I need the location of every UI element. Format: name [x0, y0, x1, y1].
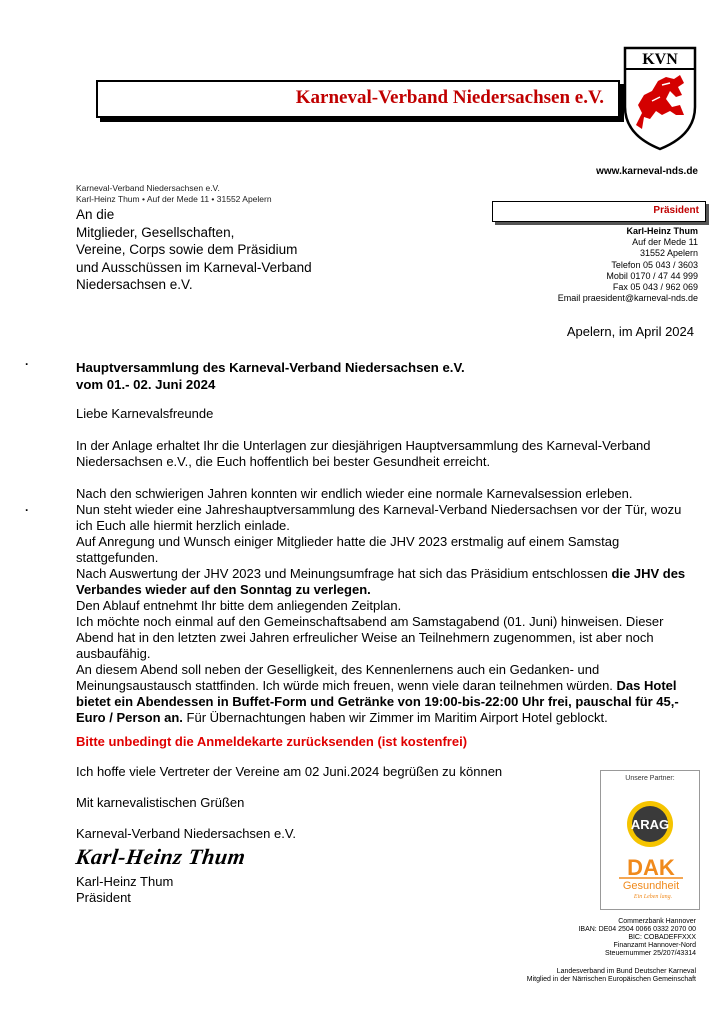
arag-text: ARAG — [630, 817, 670, 832]
contact-block — [558, 226, 698, 304]
margin-dot: · — [25, 503, 29, 517]
partner-label: Unsere Partner: — [625, 775, 675, 782]
subject-line-1: Hauptversammlung des Karneval-Verband Niedersachsen e.V. — [76, 360, 465, 375]
notice-text: Bitte unbedingt die Anmeldekarte zurücksenden (ist kostenfrei) — [76, 734, 468, 749]
partner-box — [600, 770, 700, 910]
sender-line-2: Karl-Heinz Thum • Auf der Mede 11 • 31552 Apelern — [76, 194, 272, 204]
paragraph: Nach den schwierigen Jahren konnten wir endlich wieder eine normale Karnevalsession erleben. — [76, 486, 633, 501]
paragraph-text: Für Übernachtungen haben wir Zimmer im Maritim Airport Hotel geblockt. — [182, 710, 608, 725]
paragraph-text: An diesem Abend soll neben der Geselligkeit, des Kennenlernens auch ein Gedanken- und Meinungsaustausch stattfinden. Ich würde mich freuen, wenn viele daran teilnehmen würden. — [76, 662, 617, 693]
paragraph: Den Ablauf entnehmt Ihr bitte dem anliegenden Zeitplan. — [76, 598, 402, 613]
role-label: Präsident — [653, 205, 699, 216]
contact-phone: Telefon 05 043 / 3603 — [611, 259, 698, 270]
recipient-line: An die — [76, 207, 115, 222]
paragraph: Ich möchte noch einmal auf den Gemeinschaftsabend am Samstagabend (01. Juni) hinweisen. Dieser Abend hat in den letzten zwei Jahren erfreulicher Weise an Teilnehmern zugenommen, ist aber noch ausbaufähig. — [76, 614, 664, 661]
recipient-address — [76, 206, 312, 294]
subject — [76, 359, 465, 393]
greeting: Liebe Karnevalsfreunde — [76, 406, 214, 421]
signature: Karl-Heinz Thum — [74, 844, 248, 869]
footer-line: Commerzbank Hannover — [618, 918, 696, 925]
paragraph: Nun steht wieder eine Jahreshauptversammlung des Karneval-Verband Niedersachsen vor der Tür, wozu ich Euch alle hiermit herzlich einlade. — [76, 502, 682, 533]
signer-name: Karl-Heinz Thum — [76, 874, 174, 889]
recipient-line: Niedersachsen e.V. — [76, 277, 193, 292]
subject-line-2: vom 01.- 02. Juni 2024 — [76, 377, 216, 392]
paragraph-text: Nach Auswertung der JHV 2023 und Meinungsumfrage hat sich das Präsidium entschlossen — [76, 566, 612, 581]
footer-line: Mitglied in der Närrischen Europäischen Gemeinschaft — [526, 976, 696, 983]
arag-logo — [624, 799, 676, 849]
contact-street: Auf der Mede 11 — [632, 237, 698, 248]
letter-date: Apelern, im April 2024 — [566, 324, 694, 339]
contact-city: 31552 Apelern — [639, 248, 698, 259]
signer-role: Präsident — [76, 890, 131, 905]
footer-verband — [527, 968, 696, 984]
paragraph-emphasis: Das Hotel bietet ein Abendessen in Buffet-Form und Getränke von 19:00-bis-22:00 Uhr frei, pauschal für 45,- Euro / Person an. — [76, 678, 679, 725]
website[interactable]: www.karneval-nds.de — [596, 166, 698, 177]
dak-slogan: Ein Leben lang. — [633, 894, 673, 900]
org-title: Karneval-Verband Niedersachsen e.V. — [295, 87, 604, 108]
dak-logo — [613, 855, 689, 901]
role-box — [492, 201, 706, 222]
footer-line: Finanzamt Hannover-Nord — [613, 942, 696, 949]
contact-email[interactable]: Email praesident@karneval-nds.de — [557, 293, 698, 304]
kvn-logo — [622, 45, 698, 151]
recipient-line: Mitglieder, Gesellschaften, — [76, 224, 235, 240]
paragraph: In der Anlage erhaltet Ihr die Unterlagen zur diesjährigen Hauptversammlung des Karneval-Verband Niedersachsen e.V., die Euch hoffentlich bei bester Gesundheit erreicht. — [76, 438, 651, 469]
paragraph — [76, 662, 688, 726]
footer-line: BIC: COBADEFFXXX — [628, 934, 696, 941]
hope-text: Ich hoffe viele Vertreter der Vereine am 02 Juni.2024 begrüßen zu können — [76, 764, 503, 779]
contact-mobile: Mobil 0170 / 47 44 999 — [606, 270, 698, 281]
recipient-line: Vereine, Corps sowie dem Präsidium — [76, 242, 298, 257]
sender-line-1: Karneval-Verband Niedersachsen e.V. — [76, 183, 220, 193]
footer-line: Landesverband im Bund Deutscher Karneval — [556, 968, 696, 975]
paragraph: Auf Anregung und Wunsch einiger Mitglieder hatte die JHV 2023 erstmalig auf einem Samstag stattgefunden. — [76, 534, 620, 565]
footer-line: Steuernummer 25/207/43314 — [604, 950, 696, 957]
contact-name: Karl-Heinz Thum — [626, 226, 698, 236]
paragraph-block — [76, 486, 688, 726]
dak-sub: Gesundheit — [622, 880, 680, 892]
dak-title: DAK — [627, 855, 675, 880]
closing-org: Karneval-Verband Niedersachsen e.V. — [76, 826, 296, 841]
margin-dot: · — [25, 357, 29, 371]
closing-text: Mit karnevalistischen Grüßen — [76, 795, 245, 810]
paragraph-emphasis: die JHV des Verbandes wieder auf den Sonntag zu verlegen. — [76, 566, 686, 597]
logo-text: KVN — [642, 51, 678, 68]
paragraph — [76, 566, 688, 598]
footer-line: IBAN: DE04 2504 0066 0332 2070 00 — [578, 926, 696, 933]
footer-bank — [578, 918, 696, 958]
header-banner — [96, 80, 620, 118]
contact-fax: Fax 05 043 / 962 069 — [612, 282, 698, 293]
recipient-line: und Ausschüssen im Karneval-Verband — [76, 259, 312, 275]
